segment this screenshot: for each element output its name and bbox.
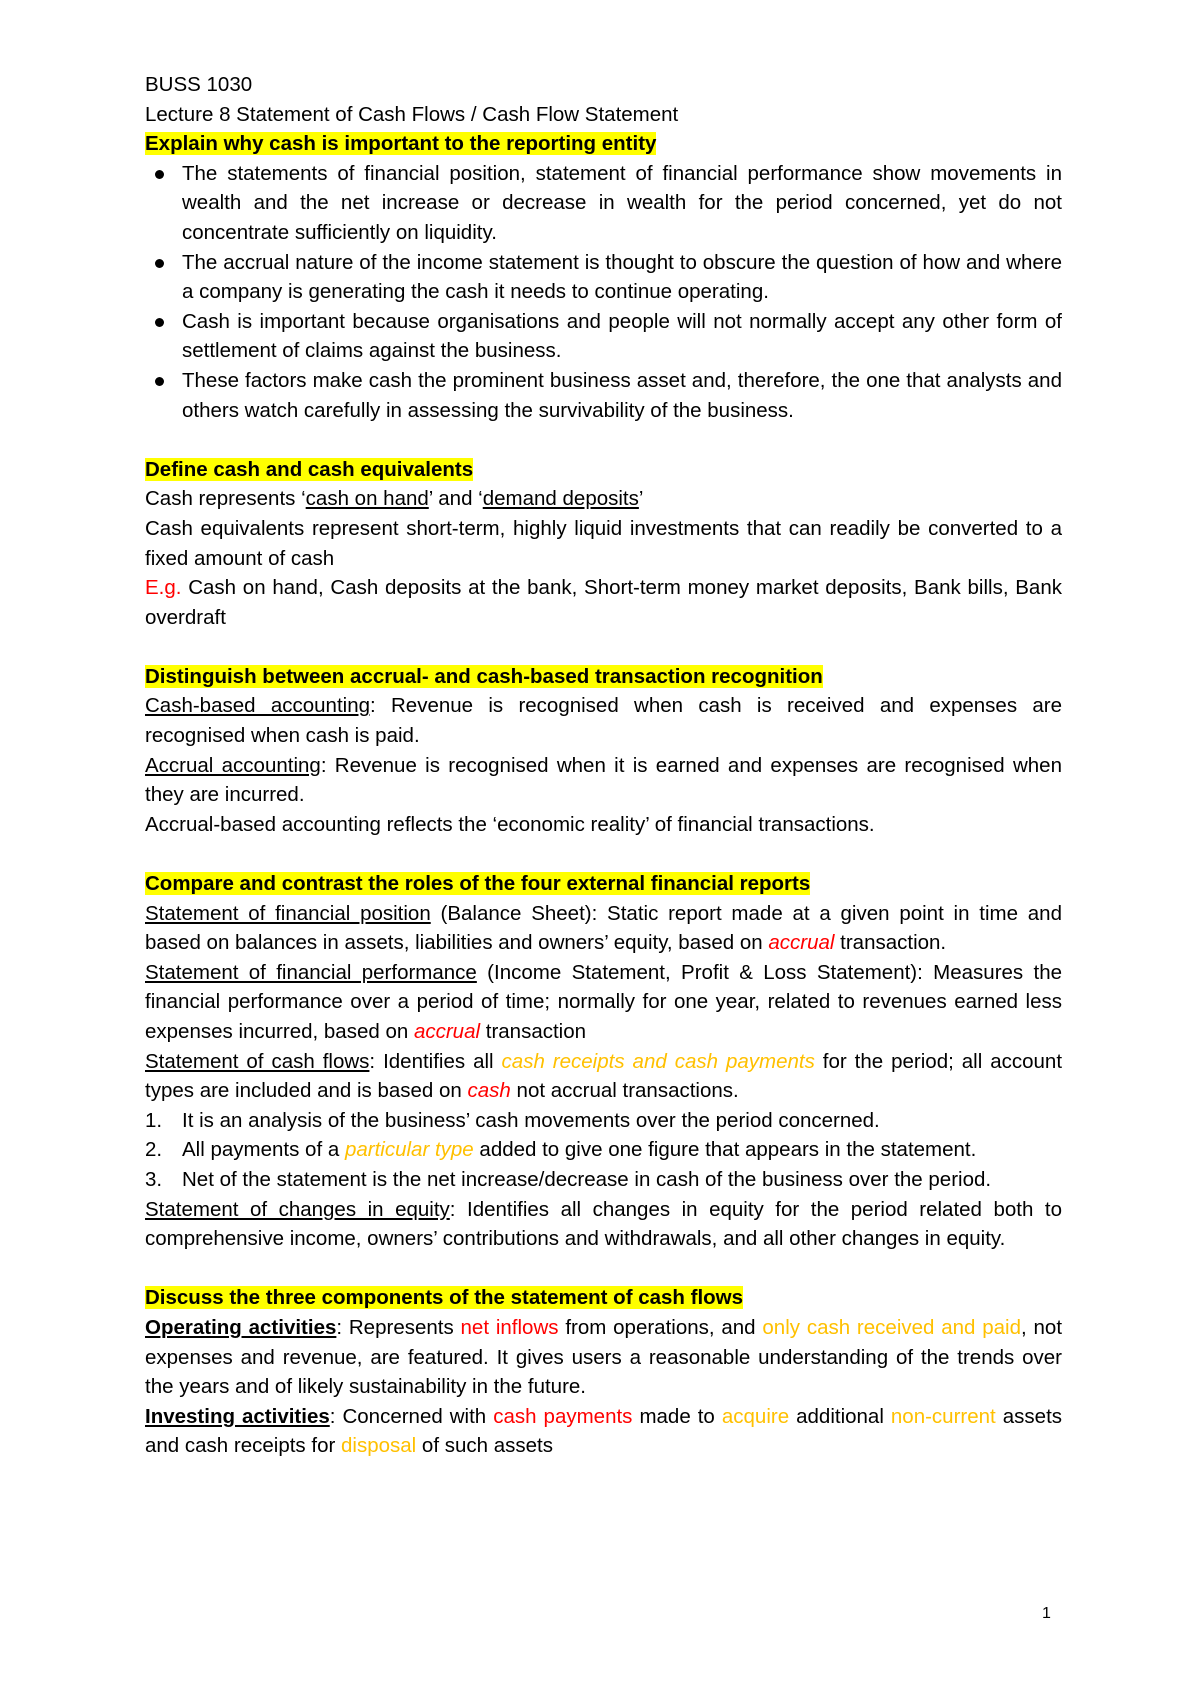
financial-performance-statement: Statement of financial performance (Income Statement, Profit & Loss Statement): Measures the financial performance over a period of time; normally for one year, related to revenues earned less expenses incurred, based on accrual transaction — [145, 960, 1063, 1043]
cash-flows-points — [145, 1106, 1062, 1195]
page-number: 1 — [1042, 1605, 1051, 1622]
cash-flows-statement: Statement of cash flows: Identifies all cash receipts and cash payments for the period; all account types are included and is based on cash not accrual transactions. — [145, 1049, 1063, 1103]
list-item: 2. All payments of a particular type added to give one figure that appears in the statement. — [145, 1138, 977, 1162]
changes-in-equity-statement: Statement of changes in equity: Identifies all changes in equity for the period related both to comprehensive income, owners’ contributions and withdrawals, and all other changes in equity. — [145, 1197, 1062, 1251]
bullet-icon — [155, 318, 164, 327]
spacer — [145, 632, 1062, 662]
list-item: The statements of financial position, statement of financial performance show movements in wealth and the net increase or decrease in wealth for the period concerned, yet do not concentrate sufficiently on liquidity. — [145, 159, 1062, 248]
list-item: The accrual nature of the income statement is thought to obscure the question of how and where a company is generating the cash it needs to continue operating. — [145, 248, 1062, 307]
bullet-icon — [155, 259, 164, 268]
accrual-accounting: Accrual accounting: Revenue is recognised when it is earned and expenses are recognised when they are incurred. — [145, 753, 1062, 807]
lecture-title: Lecture 8 Statement of Cash Flows / Cash Flow Statement — [145, 102, 679, 126]
section-heading-external-reports: Compare and contrast the roles of the four external financial reports — [145, 872, 811, 896]
section-heading-cash-importance: Explain why cash is important to the reporting entity — [145, 132, 657, 156]
list-item: 1. It is an analysis of the business’ cash movements over the period concerned. — [145, 1108, 880, 1132]
list-item: Cash is important because organisations and people will not normally accept any other form of settlement of claims against the business. — [145, 307, 1062, 366]
spacer — [145, 1254, 1062, 1284]
section-heading-components: Discuss the three components of the statement of cash flows — [145, 1286, 744, 1310]
bullet-icon — [155, 170, 164, 179]
document-page — [145, 70, 1062, 1461]
cash-equivalents-definition: Cash equivalents represent short-term, highly liquid investments that can readily be converted to a fixed amount of cash — [145, 516, 1062, 570]
section-heading-recognition: Distinguish between accrual- and cash-based transaction recognition — [145, 664, 823, 688]
list-item: 3. Net of the statement is the net increase/decrease in cash of the business over the period. — [145, 1167, 992, 1191]
bullet-icon — [155, 377, 164, 386]
cash-based-accounting: Cash-based accounting: Revenue is recognised when cash is received and expenses are recognised when cash is paid. — [145, 694, 1062, 748]
operating-activities: Operating activities: Represents net inflows from operations, and only cash received and paid, not expenses and revenue, are featured. It gives users a reasonable understanding of the trends over the years and of likely sustainability in the future. — [145, 1315, 1063, 1399]
economic-reality-note: Accrual-based accounting reflects the ‘economic reality’ of financial transactions. — [145, 812, 875, 836]
course-code: BUSS 1030 — [145, 73, 253, 96]
spacer — [145, 425, 1062, 455]
spacer — [145, 839, 1062, 869]
cash-examples: E.g. Cash on hand, Cash deposits at the bank, Short-term money market deposits, Bank bills, Bank overdraft — [145, 576, 1062, 629]
cash-importance-list — [145, 159, 1062, 425]
list-item: These factors make cash the prominent business asset and, therefore, the one that analysts and others watch carefully in assessing the survivability of the business. — [145, 366, 1062, 425]
section-heading-cash-equivalents: Define cash and cash equivalents — [145, 457, 474, 481]
cash-definition: Cash represents ‘cash on hand’ and ‘demand deposits’ — [145, 487, 644, 511]
investing-activities: Investing activities: Concerned with cash payments made to acquire additional non-current assets and cash receipts for disposal of such assets — [145, 1404, 1063, 1458]
financial-position-statement: Statement of financial position (Balance Sheet): Static report made at a given point in time and based on balances in assets, liabilities and owners’ equity, based on accrual transaction. — [145, 901, 1062, 955]
